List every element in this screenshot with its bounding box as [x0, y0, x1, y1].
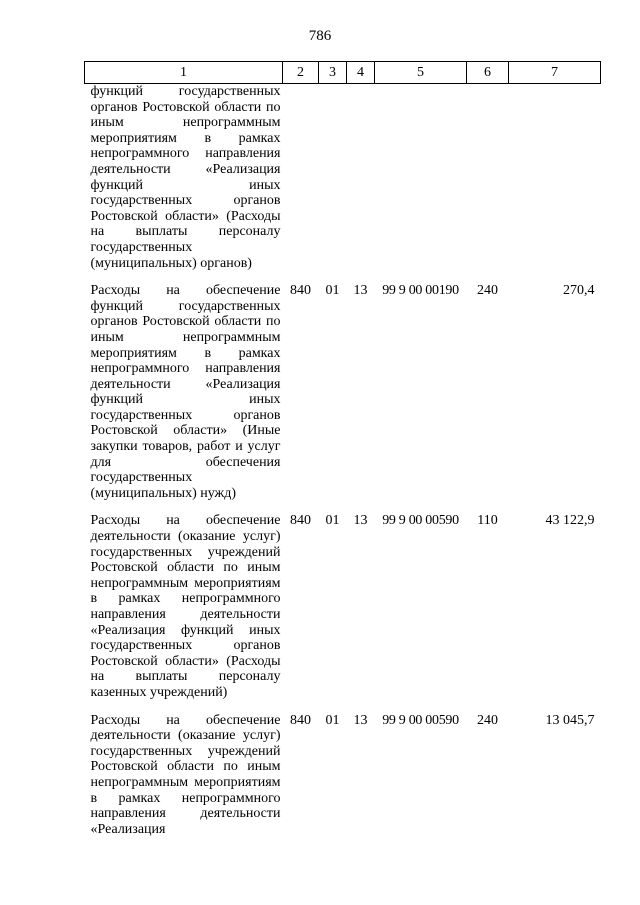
page-number: 786 — [308, 28, 332, 44]
row-sum: 43 122,9 — [545, 513, 595, 529]
row-target-article: 99 9 00 00590 — [382, 712, 459, 728]
column-header-3: 3 — [319, 62, 347, 84]
row-section-code — [319, 84, 347, 284]
table-row — [85, 84, 601, 284]
table-row — [85, 283, 601, 513]
row-subsection-code — [347, 84, 375, 284]
budget-table — [84, 61, 601, 849]
row-ministry-code: 840 — [290, 513, 311, 529]
row-target-article: 99 9 00 00190 — [382, 283, 459, 299]
row-subsection-code: 13 — [353, 513, 368, 529]
row-section-code: 01 — [325, 712, 340, 728]
row-target-article: 99 9 00 00590 — [382, 513, 459, 529]
row-sum: 13 045,7 — [545, 712, 595, 728]
row-sum — [509, 84, 601, 284]
row-ministry-code: 840 — [290, 283, 311, 299]
column-header-5: 5 — [375, 62, 467, 84]
row-expense-type: 240 — [477, 283, 498, 299]
table-row — [85, 513, 601, 712]
row-subsection-code: 13 — [353, 712, 368, 728]
column-header-1: 1 — [85, 62, 283, 84]
row-section-code: 01 — [325, 513, 340, 529]
row-ministry-code — [283, 84, 319, 284]
row-expense-type — [467, 84, 509, 284]
row-description: Расходы на обеспечение функций государственных органов Ростовской области по иным непрограммным мероприятиям в рамках непрограммного направления деятельности «Реализация функций иных государственных органов Ростовской области» (Иные закупки товаров, работ и услуг для обеспечения государственных (муниципальных) нужд) — [90, 283, 281, 501]
row-subsection-code: 13 — [353, 283, 368, 299]
row-expense-type: 110 — [477, 513, 498, 529]
row-target-article — [375, 84, 467, 284]
column-header-6: 6 — [467, 62, 509, 84]
row-expense-type: 240 — [477, 712, 498, 728]
row-description: функций государственных органов Ростовской области по иным непрограммным мероприятиям в рамках непрограммного направления деятельности «Реализация функций иных государственных органов Ростовской области» (Расходы на выплаты персоналу государственных (муниципальных) органов) — [90, 84, 281, 271]
table-header-row — [85, 62, 601, 84]
row-description: Расходы на обеспечение деятельности (оказание услуг) государственных учреждений Ростовской области по иным непрограммным мероприятиям в рамках непрограммного направления деятельности «Реализация — [90, 712, 281, 837]
column-header-2: 2 — [283, 62, 319, 84]
row-ministry-code: 840 — [290, 712, 311, 728]
row-description: Расходы на обеспечение деятельности (оказание услуг) государственных учреждений Ростовской области по иным непрограммным мероприятиям в рамках непрограммного направления деятельности «Реализация функций иных государственных органов Ростовской области» (Расходы на выплаты персоналу казенных учреждений) — [90, 513, 281, 700]
column-header-7: 7 — [509, 62, 601, 84]
row-section-code: 01 — [325, 283, 340, 299]
row-sum: 270,4 — [563, 283, 595, 299]
table-row — [85, 713, 601, 850]
column-header-4: 4 — [347, 62, 375, 84]
